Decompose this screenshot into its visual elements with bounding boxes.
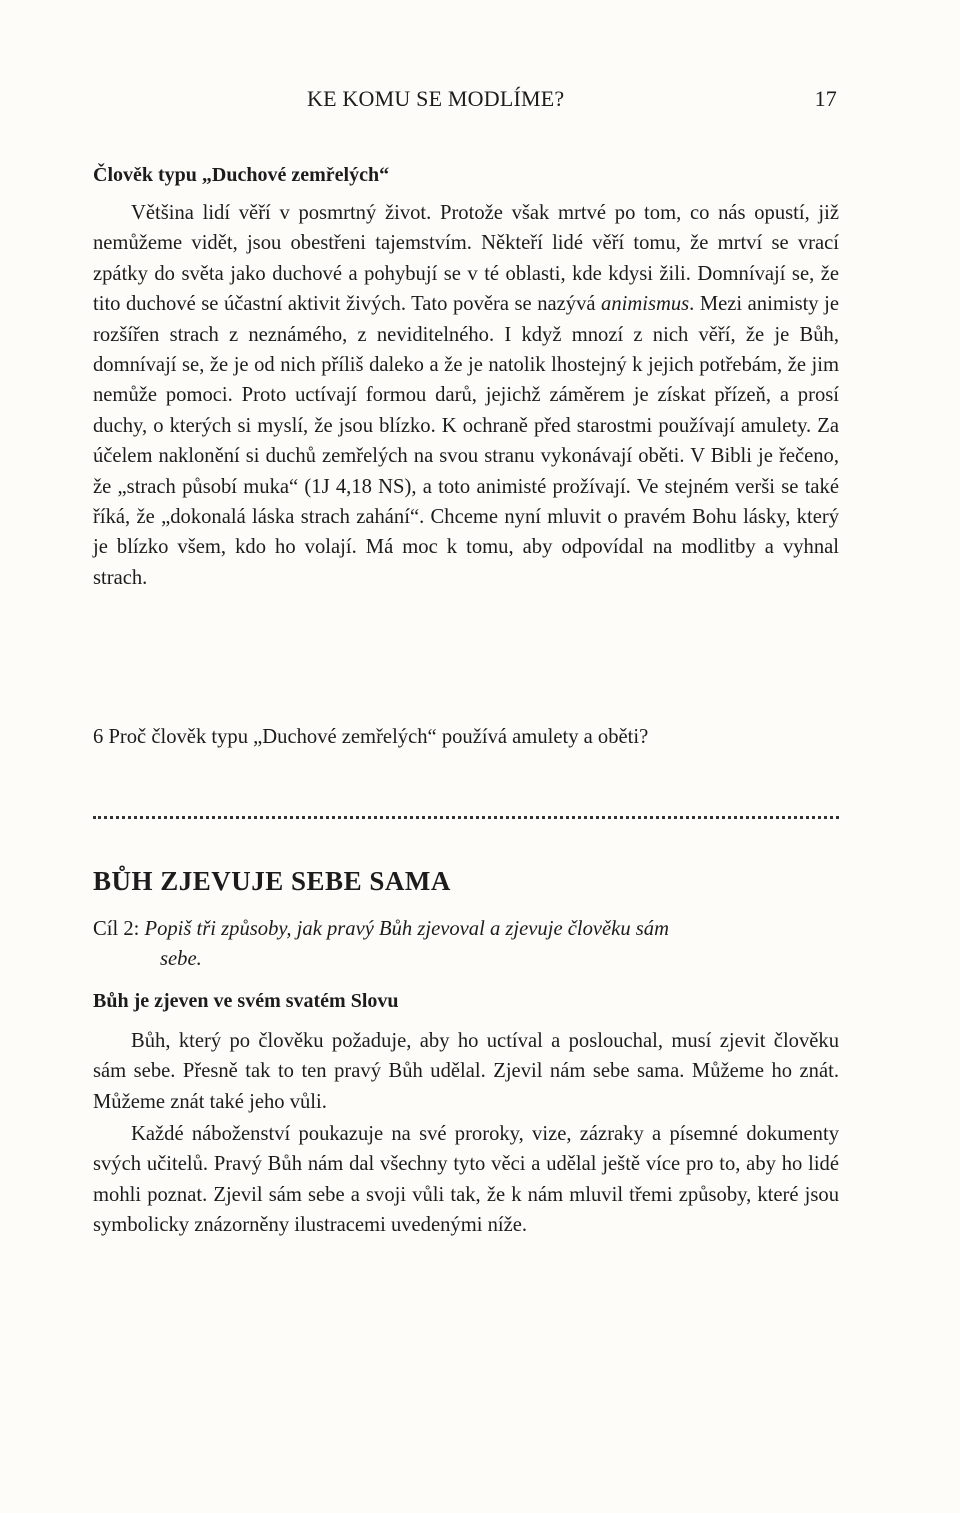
section-title: BŮH ZJEVUJE SEBE SAMA xyxy=(93,866,451,896)
paragraph-revelation: Bůh, který po člověku požaduje, aby ho uctíval a poslouchal, musí zjevit člověku sám sebe. Přesně tak to ten pravý Bůh udělal. Zjevil nám sebe sama. Můžeme ho znát. Můžeme znát také jeho vůli. xyxy=(93,1030,839,1113)
goal-text-line1: Popiš tři způsoby, jak pravý Bůh zjevoval a zjevuje člověku sám xyxy=(144,918,669,940)
section-heading-animism: Člověk typu „Duchové zemřelých“ xyxy=(93,164,390,186)
paragraph-animism xyxy=(93,198,839,593)
paragraph-text-end: . Mezi animisty je rozšířen strach z neznámého, z neviditelného. I když mnozí z nich věří, že je Bůh, domnívají se, že je od nich příliš daleko a že je natolik lhostejný k jejich potřebám, že jim nemůže pomoci. Proto uctívají formou darů, jejichž záměrem je získat přízeň, a prosí duchy, o kterých si myslí, že jsou blízko. K ochraně před starostmi používají amulety. Za účelem naklonění si duchů zemřelých na svou stranu vykonávají oběti. V Bibli je řečeno, že „strach působí muka“ (1J 4,18 NS), a toto animisté prožívají. Ve stejném verši se také říká, že „dokonalá láska strach zahání“. Chceme nyní mluvit o pravém Bohu lásky, který je blízko všem, kdo ho volají. Má moc k tomu, aby odpovídal na modlitby a vyhnal strach. xyxy=(93,293,839,589)
term-animismus: animismus xyxy=(601,293,690,316)
running-head xyxy=(93,86,839,122)
paragraph-text-start: Většina lidí věří v posmrtný život. Protože však mrtvé po tom, co nás opustí, již nemůžeme vidět, jsou obestřeni tajemstvím. Někteří lidé věří tomu, že mrtví se vrací zpátky do světa jako duchové a pohybují se v té oblasti, kde kdysi žili. Domnívají se, že tito duchové se účastní aktivit živých. Tato pověra se nazývá xyxy=(93,202,839,316)
goal-text-line2: sebe. xyxy=(160,948,202,970)
goal-2 xyxy=(93,914,839,974)
answer-line xyxy=(93,816,839,823)
page-number: 17 xyxy=(814,86,837,111)
study-question-6: 6 Proč člověk typu „Duchové zemřelých“ používá amulety a oběti? xyxy=(93,726,649,748)
goal-label: Cíl 2: xyxy=(93,918,145,940)
running-head-title: KE KOMU SE MODLÍME? xyxy=(307,86,565,111)
subheading-holy-word: Bůh je zjeven ve svém svatém Slovu xyxy=(93,990,399,1012)
paragraph-religions: Každé náboženství poukazuje na své proroky, vize, zázraky a písemné dokumenty svých učitelů. Pravý Bůh nám dal všechny tyto věci a udělal ještě více pro to, aby ho lidé mohli poznat. Zjevil sám sebe a svoji vůli tak, že k nám mluvil třemi způsoby, které jsou symbolicky znázorněny ilustracemi uvedenými níže. xyxy=(93,1123,839,1237)
